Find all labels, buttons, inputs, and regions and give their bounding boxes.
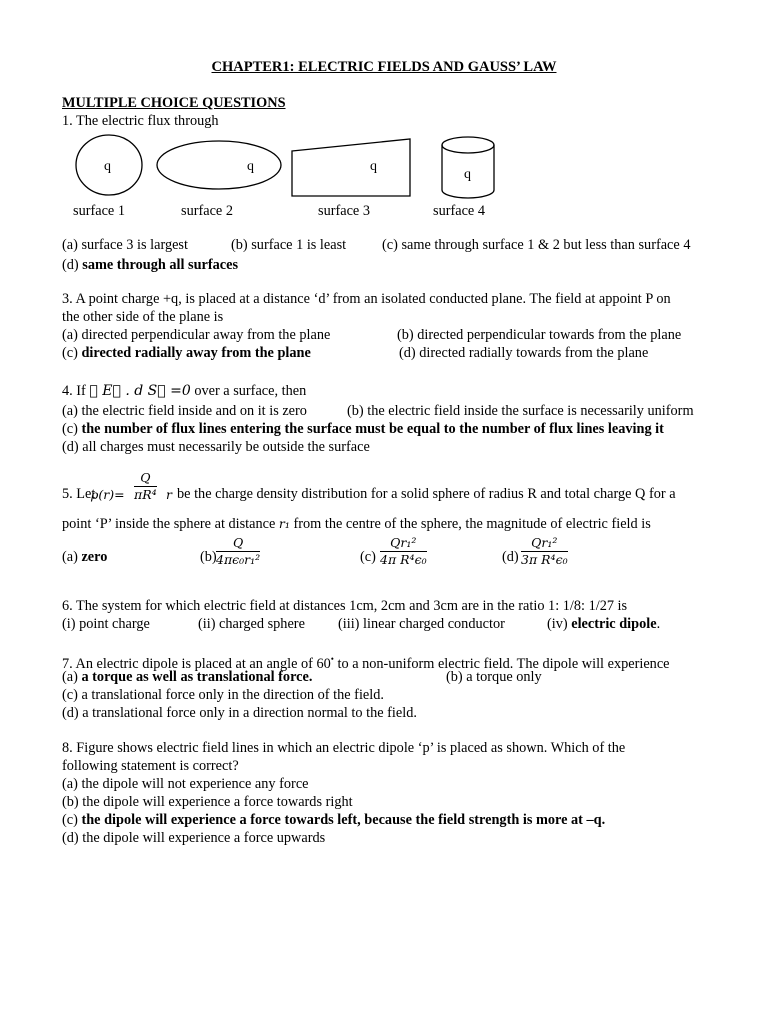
q6-answer: electric dipole — [571, 616, 657, 632]
q7-option-b: (b) a torque only — [446, 669, 542, 685]
q4-answer: the number of flux lines entering the surface must be equal to the number of flux lines leaving it — [81, 421, 664, 437]
q1-option-d: (d) same through all surfaces — [62, 257, 239, 273]
q4-integral: ∮ E⃗ . d S⃗ =0 — [89, 383, 191, 399]
q7-option-c: (c) a translational force only in the direction of the field. — [62, 687, 384, 703]
q8-option-d: (d) the dipole will experience a force upwards — [62, 830, 326, 846]
q5-option-b-fraction: $\frac{Q}{\text{4πϵ₀r₁²}}$ — [216, 535, 261, 567]
q1-option-a: (a) surface 3 is largest — [62, 237, 188, 253]
surface-4-cylinder-bottom — [442, 190, 494, 198]
q5-rho-fraction: $\frac{Q}{\text{πR⁴}}$ — [134, 470, 157, 502]
surface-2-label: surface 2 — [181, 203, 233, 219]
q3-option-d: (d) directed radially towards from the plane — [399, 345, 649, 361]
q5-option-a: (a) zero — [62, 549, 108, 565]
q6-option-iii: (iii) linear charged conductor — [338, 616, 505, 632]
q8-option-c: (c) the dipole will experience a force towards left, because the field strength is more at –q. — [62, 812, 606, 828]
q3-stem-line2: the other side of the plane is — [62, 309, 224, 325]
surface-4-charge: q — [464, 167, 471, 182]
surface-2-charge: q — [247, 159, 254, 174]
q4-option-c: (c) the number of flux lines entering the surface must be equal to the number of flux lines leaving it — [62, 421, 664, 437]
q5-stem-line2: point ‘P’ inside the sphere at distance r₁ from the centre of the sphere, the magnitude of electric field is — [62, 516, 651, 532]
q5-answer: zero — [81, 549, 108, 565]
q6-stem: 6. The system for which electric field at distances 1cm, 2cm and 3cm are in the ratio 1: 1/8: 1/27 is — [62, 598, 628, 614]
q5-option-b-label: (b) — [200, 549, 217, 565]
q8-stem-line2: following statement is correct? — [62, 758, 239, 774]
q1-answer: same through all surfaces — [82, 257, 239, 273]
q6-option-i: (i) point charge — [62, 616, 150, 632]
q7-option-d: (d) a translational force only in a direction normal to the field. — [62, 705, 417, 721]
q8-stem-line1: 8. Figure shows electric field lines in which an electric dipole ‘p’ is placed as shown. Which of the — [62, 740, 626, 756]
page-title: CHAPTER1: ELECTRIC FIELDS AND GAUSS’ LAW — [211, 59, 557, 75]
q5-option-c-fraction: $\frac{\text{Qr₁²}}{\text{4π R⁴ϵ₀}}$ — [380, 535, 427, 567]
q3-option-a: (a) directed perpendicular away from the plane — [62, 327, 331, 343]
surface-4-cylinder-top — [442, 137, 494, 153]
q7-stem: 7. An electric dipole is placed at an angle of 60• to a non-uniform electric field. The dipole will experience — [62, 654, 670, 672]
surface-3-charge: q — [370, 159, 377, 174]
q6-option-ii: (ii) charged sphere — [198, 616, 305, 632]
surface-4-label: surface 4 — [433, 203, 485, 219]
q1-stem: 1. The electric flux through — [62, 113, 219, 129]
surface-3-label: surface 3 — [318, 203, 370, 219]
surface-3-quadrilateral — [292, 139, 410, 196]
q1-option-b: (b) surface 1 is least — [231, 237, 347, 253]
q5-option-c-label: (c) — [360, 549, 376, 565]
q4-option-b: (b) the electric field inside the surface is necessarily uniform — [347, 403, 694, 419]
q7-answer: a torque as well as translational force. — [81, 669, 313, 685]
q4-option-a: (a) the electric field inside and on it is zero — [62, 403, 307, 419]
q7-option-a: (a) a torque as well as translational force. — [62, 669, 313, 685]
q3-option-b: (b) directed perpendicular towards from the plane — [397, 327, 682, 343]
q8-option-b: (b) the dipole will experience a force towards right — [62, 794, 353, 810]
q8-answer: the dipole will experience a force towards left, because the field strength is more at –q. — [81, 812, 606, 828]
q3-option-c: (c) directed radially away from the plane — [62, 345, 311, 361]
q4-option-d: (d) all charges must necessarily be outside the surface — [62, 439, 370, 455]
surface-1-label: surface 1 — [73, 203, 125, 219]
q6-option-iv: (iv) electric dipole. — [547, 616, 661, 632]
q5-stem-suffix: be the charge density distribution for a solid sphere of radius R and total charge Q for a — [177, 486, 676, 502]
q5-option-d-label: (d) — [502, 549, 519, 565]
q4-stem: 4. If ∮ E⃗ . d S⃗ =0 over a surface, then — [62, 383, 307, 399]
q1-surfaces-figure — [0, 130, 768, 210]
q5-rho: ρ(r)= — [91, 487, 125, 502]
surface-1-charge: q — [104, 159, 111, 174]
q3-stem-line1: 3. A point charge +q, is placed at a distance ‘d’ from an isolated conducted plane. The field at appoint P on — [62, 291, 671, 307]
q5-prefix: 5. Let — [62, 486, 96, 502]
q5-option-d-fraction: $\frac{\text{Qr₁²}}{\text{3π R⁴ϵ₀}}$ — [521, 535, 568, 567]
q5-rho-r: r — [166, 487, 172, 502]
section-heading: MULTIPLE CHOICE QUESTIONS — [62, 95, 286, 111]
q3-answer: directed radially away from the plane — [81, 345, 311, 361]
q8-option-a: (a) the dipole will not experience any force — [62, 776, 309, 792]
q1-option-c: (c) same through surface 1 & 2 but less than surface 4 — [382, 237, 691, 253]
surface-2-ellipse — [157, 141, 281, 189]
